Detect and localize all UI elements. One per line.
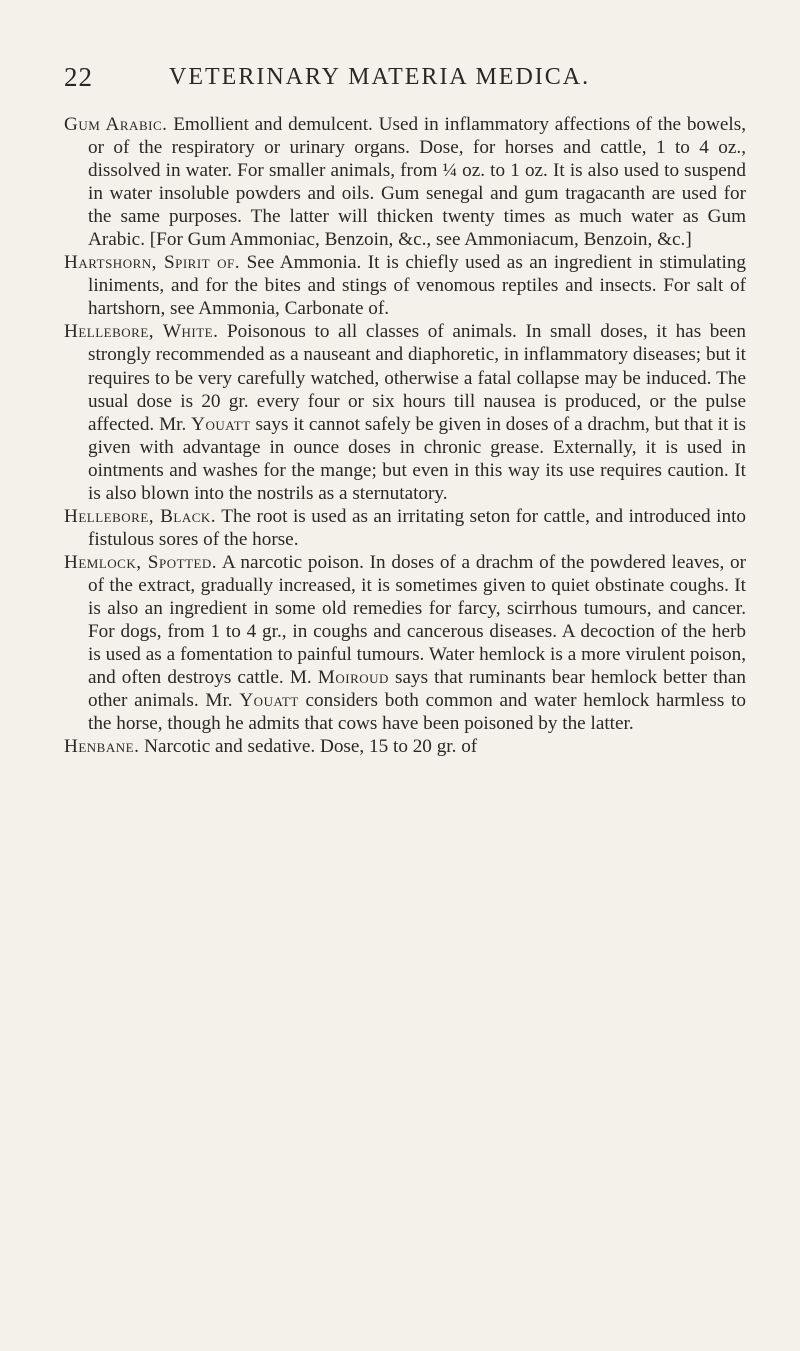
entry-headword: Henbane.: [64, 736, 140, 758]
entry-henbane: [64, 735, 746, 758]
entry-text: Narcotic and sedative. Dose, 15 to 20 gr. of: [139, 736, 478, 758]
entry-gum-arabic: [64, 113, 746, 251]
entry-hellebore-white: [64, 320, 746, 504]
entry-headword: Gum Arabic.: [64, 114, 168, 135]
entry-text: The root is used as an irritating seton for cattle, and introduced into fistulous sores of the horse.: [88, 505, 746, 550]
entry-text: Emollient and demulcent. Used in inflammatory affections of the bowels, or of the respiratory or urinary organs. Dose, for horses and cattle, 1 to 4 oz., dissolved in water. For smaller animals, from ¼ oz. to 1 oz. It is also used to suspend in water insoluble powders and oils. Gum senegal and gum tragacanth are used for the same purposes. The latter will thicken twenty times as much water as Gum Arabic. [For Gum Ammoniac, Benzoin, &c., see Ammoniacum, Benzoin, &c.]: [88, 114, 746, 251]
entry-headword: Hartshorn, Spirit of.: [64, 252, 241, 274]
entry-headword: Hemlock, Spotted.: [64, 551, 218, 573]
author-name: Youatt: [191, 413, 251, 435]
entry-hartshorn: [64, 251, 746, 320]
entry-text: A narcotic poison. In doses of a drachm of the powdered leaves, or of the extract, gradually increased, it is sometimes given to quiet obstinate coughs. It is also an ingredient in some old remedies for farcy, scirrhous tumours, and cancer. For dogs, from 1 to 4 gr., in coughs and cancerous diseases. A decoction of the herb is used as a fomentation to painful tumours. Water hemlock is a more virulent poison, and often destroys cattle. M.: [88, 551, 746, 689]
running-title: VETERINARY MATERIA MEDICA.: [169, 64, 591, 90]
entry-hellebore-black: [64, 505, 746, 551]
entry-text: Poisonous to all classes of animals. In small doses, it has been strongly recommended as a nauseant and diaphoretic, in inflammatory diseases; but it requires to be very carefully watched, otherwise a fatal collapse may be induced. The usual dose is 20 gr. every four or six hours till nausea is produced, or the pulse affected. Mr.: [88, 321, 746, 435]
entry-text: See Ammonia. It is chiefly used as an ingredient in stimulating liniments, and for the bites and stings of venomous reptiles and insects. For salt of hartshorn, see Ammonia, Carbonate of.: [88, 252, 747, 320]
entry-hemlock-spotted: [64, 551, 746, 735]
entry-text: says it cannot safely be given in doses of a drachm, but that it is given with advantage in ounce doses in chronic grease. Externally, it is used in ointments and washes for the mange; but even in this way its use requires caution. It is also blown into the nostrils as a sternutatory.: [88, 413, 746, 504]
entry-headword: Hellebore, Black.: [64, 505, 217, 527]
author-name: Moiroud: [317, 667, 389, 689]
entry-headword: Hellebore, White.: [64, 321, 219, 343]
page-number: 22: [64, 62, 93, 92]
entry-text: says that ruminants bear hemlock better than other animals. Mr.: [88, 667, 746, 712]
author-name: Youatt: [239, 690, 299, 712]
page-body: [64, 113, 746, 758]
entry-text: considers both common and water hemlock harmless to the horse, though he admits that cows have been poisoned by the latter.: [88, 690, 746, 735]
